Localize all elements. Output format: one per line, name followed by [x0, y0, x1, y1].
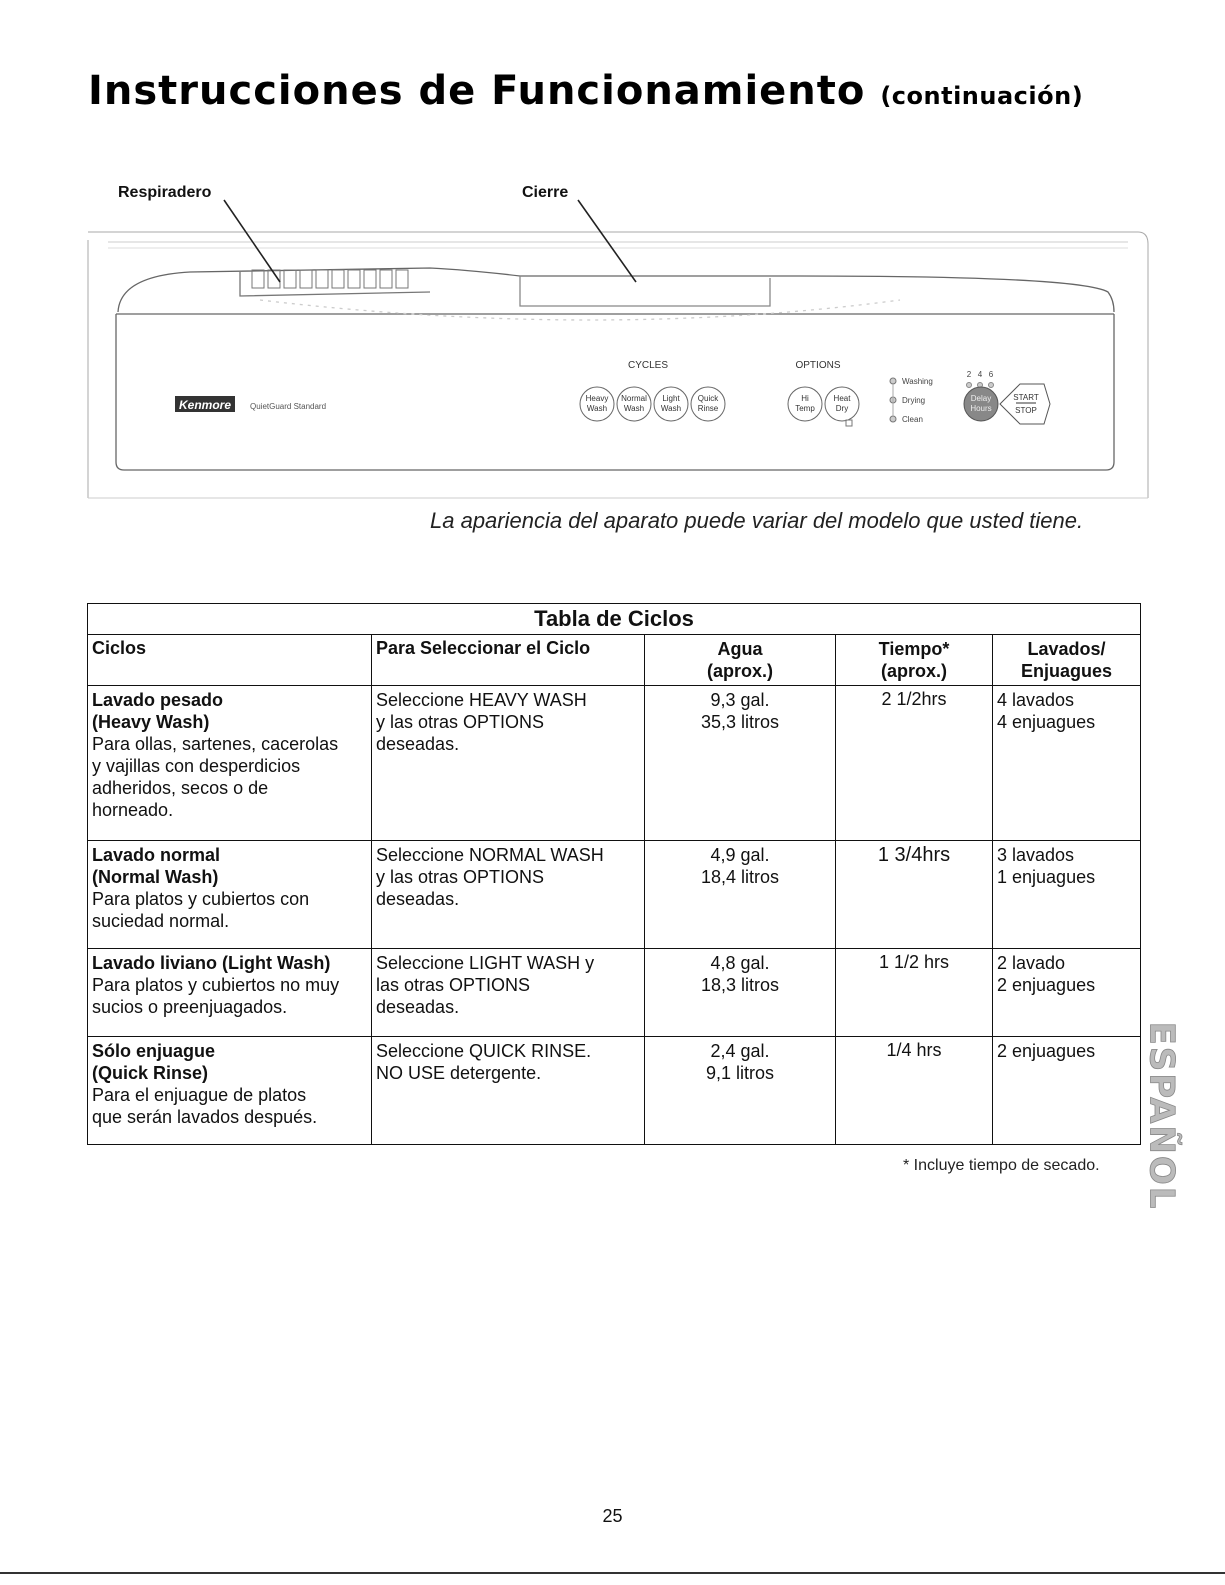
table-row-heavy-wash — [88, 686, 1141, 841]
header-lavados: Lavados/ Enjuagues — [993, 635, 1141, 686]
latch-pointer-line — [578, 200, 636, 282]
brand-logo — [175, 396, 235, 412]
table-row-light-wash — [88, 949, 1141, 1037]
title-continuation: (continuación) — [880, 82, 1084, 110]
svg-text:Light: Light — [662, 394, 680, 403]
cycle-name-en: (Normal Wash) — [92, 867, 219, 887]
vent-slot — [380, 270, 392, 288]
cycle-name-en: (Quick Rinse) — [92, 1063, 209, 1083]
svg-text:Delay: Delay — [970, 394, 992, 403]
page-number: 25 — [602, 1506, 623, 1526]
cycle-cell: Lavado normal (Normal Wash) Para platos y cubiertos con suciedad normal. — [88, 841, 372, 949]
svg-text:STOP: STOP — [1015, 406, 1037, 415]
vent-slot — [252, 270, 264, 288]
select-cell: Seleccione NORMAL WASH y las otras OPTIONS deseadas. — [372, 841, 645, 949]
model-name: QuietGuard Standard — [250, 402, 327, 411]
time-cell: 1 3/4hrs — [836, 841, 993, 949]
table-row-quick-rinse — [88, 1037, 1141, 1145]
vent-slot — [396, 270, 408, 288]
cycle-name: Sólo enjuague — [92, 1041, 216, 1061]
svg-text:Rinse: Rinse — [697, 404, 719, 413]
svg-text:Heavy: Heavy — [585, 394, 609, 403]
control-panel-diagram — [0, 0, 1225, 520]
cycle-button-normal-wash[interactable] — [617, 387, 651, 421]
header-agua: Agua (aprox.) — [645, 635, 836, 686]
latch-label: Cierre — [522, 184, 569, 201]
appearance-caption: La apariencia del aparato puede variar del modelo que usted tiene. — [430, 508, 1084, 533]
cycle-table — [87, 603, 1141, 1145]
cycle-cell: Sólo enjuague (Quick Rinse) Para el enjuague de platos que serán lavados después. — [88, 1037, 372, 1145]
vent-slot — [316, 270, 328, 288]
water-cell: 4,8 gal. 18,3 litros — [645, 949, 836, 1037]
option-button-hi-temp[interactable] — [788, 387, 822, 421]
vent-slot — [300, 270, 312, 288]
water-cell: 9,3 gal. 35,3 litros — [645, 686, 836, 841]
footnote: * Incluye tiempo de secado. — [903, 1157, 1100, 1174]
vent-slot — [332, 270, 344, 288]
svg-text:4: 4 — [977, 370, 983, 379]
svg-text:START: START — [1013, 393, 1039, 402]
status-drying: Drying — [902, 396, 926, 405]
select-cell: Seleccione LIGHT WASH y las otras OPTIONS deseadas. — [372, 949, 645, 1037]
water-cell: 2,4 gal. 9,1 litros — [645, 1037, 836, 1145]
select-cell: Seleccione HEAVY WASH y las otras OPTIONS deseadas. — [372, 686, 645, 841]
cycle-button-light-wash[interactable] — [654, 387, 688, 421]
delay-hours-indicators — [967, 370, 994, 388]
time-cell: 1/4 hrs — [836, 1037, 993, 1145]
cycle-name: Lavado liviano (Light Wash) — [92, 953, 331, 973]
status-clean: Clean — [902, 415, 923, 424]
svg-text:Hi: Hi — [801, 394, 809, 403]
svg-text:Wash: Wash — [586, 404, 608, 413]
options-heading: OPTIONS — [795, 360, 841, 371]
svg-text:2: 2 — [966, 370, 972, 379]
vent-slot — [284, 270, 296, 288]
header-seleccionar: Para Seleccionar el Ciclo — [372, 635, 645, 686]
cycle-button-quick-rinse[interactable] — [691, 387, 725, 421]
washes-cell: 4 lavados 4 enjuagues — [993, 686, 1141, 841]
status-washing: Washing — [902, 377, 933, 386]
table-caption: Tabla de Ciclos — [88, 604, 1141, 635]
side-tab-text: ESPAÑOL — [1141, 1021, 1182, 1211]
washing-light — [890, 378, 896, 384]
cycle-name: Lavado pesado — [92, 690, 224, 710]
language-side-tab — [1141, 996, 1182, 1236]
washes-cell: 3 lavados 1 enjuagues — [993, 841, 1141, 949]
cycles-heading: CYCLES — [627, 360, 669, 371]
washes-cell: 2 enjuagues — [993, 1037, 1141, 1145]
header-tiempo: Tiempo* (aprox.) — [836, 635, 993, 686]
table-header-row — [88, 635, 1141, 686]
svg-text:6: 6 — [988, 370, 994, 379]
cycle-cell: Lavado pesado (Heavy Wash) Para ollas, sartenes, cacerolas y vajillas con desperdicios adheridos, secos o de horneado. — [88, 686, 372, 841]
svg-text:Temp: Temp — [795, 404, 815, 413]
header-ciclos: Ciclos — [88, 635, 372, 686]
table-row-normal-wash — [88, 841, 1141, 949]
vent-slot — [348, 270, 360, 288]
brand-logo-text: Kenmore — [178, 398, 232, 412]
cycle-name-en: (Heavy Wash) — [92, 712, 210, 732]
svg-text:Hours: Hours — [970, 404, 992, 413]
svg-text:Quick: Quick — [697, 394, 719, 403]
cycle-name: Lavado normal — [92, 845, 221, 865]
select-cell: Seleccione QUICK RINSE. NO USE detergente. — [372, 1037, 645, 1145]
cycle-button-heavy-wash[interactable] — [580, 387, 614, 421]
vent-label: Respiradero — [118, 184, 212, 201]
vent-slot — [364, 270, 376, 288]
svg-text:Wash: Wash — [623, 404, 645, 413]
delay-hours-button[interactable] — [964, 387, 998, 421]
svg-text:Heat: Heat — [833, 394, 851, 403]
svg-text:Normal: Normal — [621, 394, 647, 403]
title-main: Instrucciones de Funcionamiento — [88, 68, 866, 114]
start-stop-button[interactable] — [1000, 384, 1050, 424]
washes-cell: 2 lavado 2 enjuagues — [993, 949, 1141, 1037]
water-cell: 4,9 gal. 18,4 litros — [645, 841, 836, 949]
bottom-rule — [0, 1572, 1225, 1574]
time-cell: 2 1/2hrs — [836, 686, 993, 841]
svg-text:Wash: Wash — [660, 404, 682, 413]
svg-text:Dry: Dry — [835, 404, 849, 413]
clean-light — [890, 416, 896, 422]
time-cell: 1 1/2 hrs — [836, 949, 993, 1037]
cycle-cell: Lavado liviano (Light Wash) Para platos y cubiertos no muy sucios o preenjuagados. — [88, 949, 372, 1037]
status-indicators — [890, 377, 933, 424]
option-button-heat-dry[interactable] — [825, 387, 859, 421]
heat-dry-indicator-light — [846, 420, 852, 426]
